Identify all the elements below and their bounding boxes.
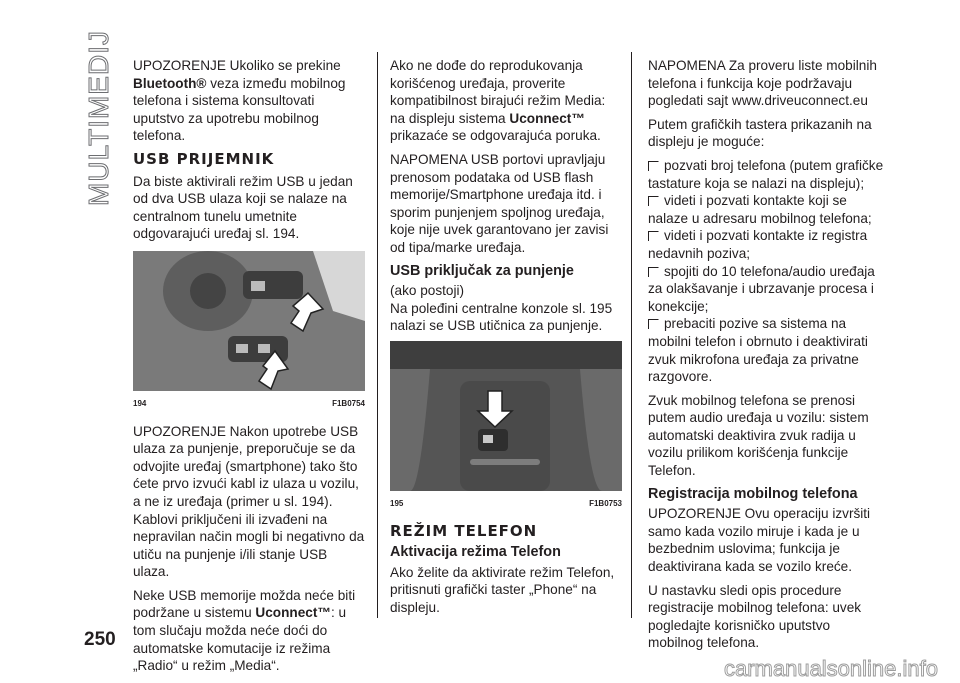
bullet-icon xyxy=(648,231,659,241)
usb-paragraph: Da biste aktivirali režim USB u jedan od dva USB ulaza koji se nalaze na centralnom tunelu umetnite odgovarajući uređaj sl. 194. xyxy=(133,173,353,242)
activate-phone-paragraph: Ako želite da aktivirate režim Telefon, pritisnuti grafički taster „Phone“ na displeju. xyxy=(390,564,615,615)
column-divider-1 xyxy=(377,52,378,618)
usb-charge-paragraph: Na poleđini centralne konzole sl. 195 nalazi se USB utičnica za punjenje. xyxy=(390,300,613,334)
bullet-icon xyxy=(648,319,659,329)
note-supported-phones: NAPOMENA Za proveru liste mobilnih telefona i funkcija koje podržavaju pogledati sajt www.driveuconnect.eu xyxy=(648,58,877,109)
figure-195-caption: 195 F1B0753 xyxy=(390,498,622,508)
bullet-icon xyxy=(648,196,659,206)
page-number: 250 xyxy=(84,629,116,650)
heading-activate-phone: Aktivacija režima Telefon xyxy=(390,544,561,561)
column-3 xyxy=(648,57,884,658)
warning-registration: UPOZORENJE Ovu operaciju izvršiti samo kada vozilo miruje i kada je u bezbednim uslovima; funkcija je deaktivirana kada se vozilo kreće. xyxy=(648,506,871,575)
heading-phone-mode: REŽIM TELEFON xyxy=(390,521,538,540)
usb-memory-note: Neke USB memorije možda neće biti podržane u sistemu Uconnect™: u tom slučaju možda neće doći do automatske komutacije iz režima „Radio“ u režim „Media“. xyxy=(133,587,356,674)
figure-195-image xyxy=(390,341,622,491)
bullet-icon xyxy=(648,161,659,171)
usb-ports-note: NAPOMENA USB portovi upravljaju prenosom podataka od USB flash memorije/Smartphone uređaja itd. i sporim punjenjem spoljnog uređaja, koje nije uvek garantovano jer zavisi od tipa/marke uređaja. xyxy=(390,151,609,255)
bullet-item: pozvati broj telefona (putem grafičke tastature koja se nalazi na displeju); xyxy=(648,157,884,191)
heading-usb: USB PRIJEMNIK xyxy=(133,149,275,168)
registration-procedure-paragraph: U nastavku sledi opis procedure registracije mobilnog telefona: uvek pogledajte korisničko uputstvo mobilnog telefona. xyxy=(648,582,862,651)
bullet-item: spojiti do 10 telefona/audio uređaja za olakšavanje i ubrzavanje procesa i konekcije; xyxy=(648,263,875,314)
compatibility-paragraph: Ako ne dođe do reprodukovanja korišćenog uređaja, proverite kompatibilnost birajući režim Media: na displeju sistema Uconnect™ prikazaće se odgovarajuća poruka. xyxy=(390,58,606,144)
column-divider-2 xyxy=(631,52,632,618)
heading-usb-charge: USB priključak za punjenje xyxy=(390,262,574,279)
warning-usb: UPOZORENJE Nakon upotrebe USB ulaza za punjenje, preporučuje se da odvojite uređaj (smartphone) tako što ćete prvo izvući kabl iz ulaza u vozilu, a ne iz uređaja (primer u sl. 194). Kablovi priključeni ili izvađeni na nepravilan način mogli bi negativno da utiču na punjenje i/ili stanje USB ulaza. xyxy=(133,423,365,580)
bullet-icon xyxy=(648,267,659,277)
bullet-item: videti i pozvati kontakte koji se nalaze u adresaru mobilnog telefona; xyxy=(648,193,872,226)
column-1 xyxy=(133,57,365,681)
bullet-item: prebaciti pozive sa sistema na mobilni telefon i obrnuto i deaktivirati zvuk mikrofona uređaja za privatne razgovore. xyxy=(648,316,868,385)
optional-note: (ako postoji) xyxy=(390,283,465,299)
bullet-item: videti i pozvati kontakte iz registra nedavnih poziva; xyxy=(648,228,868,261)
figure-194-caption: 194 F1B0754 xyxy=(133,398,365,408)
section-side-title: MULTIMEDIJ xyxy=(83,30,114,206)
warning-bluetooth: UPOZORENJE Ukoliko se prekine Bluetooth® veza između mobilnog telefona i sistema konsultovati uputstvo za upotrebu mobilnog telefona. xyxy=(133,58,346,144)
column-2 xyxy=(390,57,622,622)
footer-watermark: carmanualsonline.info xyxy=(723,656,938,681)
phone-audio-paragraph: Zvuk mobilnog telefona se prenosi putem audio uređaja u vozilu: sistem automatski deaktivira zvuk radija u vozilu prilikom korišćenja funkcije Telefon. xyxy=(648,392,869,479)
figure-194-image xyxy=(133,251,365,391)
heading-phone-registration: Registracija mobilnog telefona xyxy=(648,485,858,502)
graphic-buttons-intro: Putem grafičkih tastera prikazanih na displeju je moguće: xyxy=(648,116,872,150)
